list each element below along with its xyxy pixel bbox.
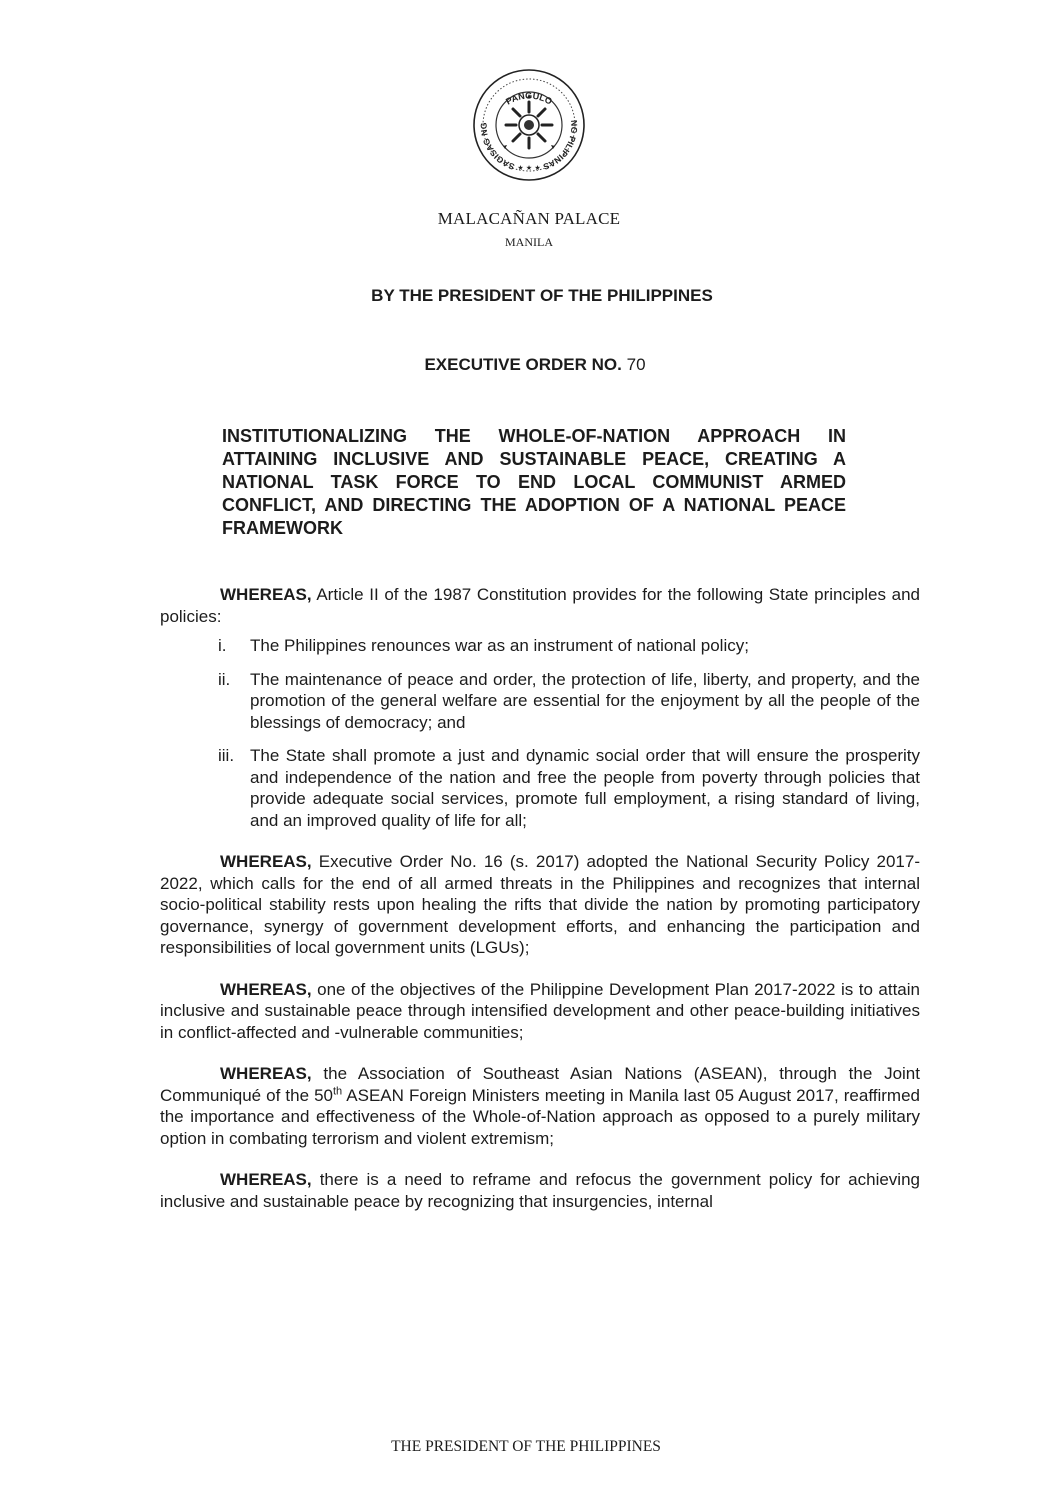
whereas-keyword: WHEREAS, (220, 979, 312, 999)
list-item (160, 745, 920, 831)
list-item-text: The Philippines renounces war as an instrument of national policy; (250, 636, 749, 655)
list-item (160, 669, 920, 734)
palace-name: MALACAÑAN PALACE (437, 209, 621, 228)
whereas-paragraph-5 (160, 1169, 920, 1212)
page-footer: THE PRESIDENT OF THE PHILIPPINES (391, 1438, 661, 1455)
paragraph-text: there is a need to reframe and refocus the government policy for achieving inclusive and sustainable peace by recognizing that insurgencies, internal (160, 1170, 920, 1211)
list-item-number: ii. (218, 669, 231, 689)
list-item-text: The State shall promote a just and dynamic social order that will ensure the prosperity and independence of the nation and free the people from poverty through policies that provide adequate social services, promote full employment, a rising standard of living, and an improved quality of life for all; (250, 746, 920, 830)
svg-text:PANGULO: PANGULO (504, 90, 554, 107)
paragraph-text: one of the objectives of the Philippine Development Plan 2017-2022 is to attain inclusive and sustainable peace through intensified development and other peace-building initiatives in conflict-affected and -vulnerable communities; (160, 979, 920, 1042)
whereas-keyword: WHEREAS, (220, 1064, 312, 1083)
list-item-text: The maintenance of peace and order, the protection of life, liberty, and property, and the promotion of the general welfare are essential for the enjoyment by all the people of the blessings of democracy; and (250, 669, 920, 732)
paragraph-text: the Association of Southeast Asian Nations (ASEAN), through the Joint Communiqué of the 50 (160, 1064, 920, 1105)
paragraph-text-continued: ASEAN Foreign Ministers meeting in Manila last 05 August 2017, reaffirmed the importance and effectiveness of the Whole-of-Nation approach as opposed to a purely military option in combating terrorism and violent extremism; (160, 1085, 920, 1148)
whereas-keyword: WHEREAS, (220, 585, 312, 604)
list-item (160, 635, 920, 657)
whereas-paragraph-2 (160, 851, 920, 959)
whereas-keyword: WHEREAS, (220, 1170, 312, 1189)
constitution-principles-list (160, 635, 920, 831)
presidential-seal (470, 66, 588, 184)
whereas-paragraph-4 (160, 1063, 920, 1149)
svg-text:★ ★ ★: ★ ★ ★ (517, 164, 541, 172)
whereas-keyword: WHEREAS, (220, 852, 312, 871)
by-the-president-heading: BY THE PRESIDENT OF THE PHILIPPINES (371, 286, 713, 305)
paragraph-text: Executive Order No. 16 (s. 2017) adopted the National Security Policy 2017-2022, which calls for the end of all armed threats in the Philippines and recognizes that internal socio-political stability rests upon healing the rifts that divide the nation by promoting participatory governance, synergy of government development efforts, and enhancing the participation and responsibilities of local government units (LGUs); (160, 852, 920, 957)
executive-order-number: 70 (626, 355, 646, 374)
svg-text:SAGISAG NG: SAGISAG NG (478, 122, 516, 172)
executive-order-heading (0, 355, 1058, 375)
list-item-number: i. (218, 636, 227, 655)
ordinal-suffix: th (332, 1084, 343, 1097)
whereas-paragraph-3 (160, 979, 920, 1044)
city-name: MANILA (505, 235, 553, 249)
executive-order-title: INSTITUTIONALIZING THE WHOLE-OF-NATION APPROACH IN ATTAINING INCLUSIVE AND SUSTAINABLE PEACE, CREATING A NATIONAL TASK FORCE TO END LOCAL COMMUNIST ARMED CONFLICT, AND DIRECTING THE ADOPTION OF A NATIONAL PEACE FRAMEWORK (222, 426, 846, 538)
executive-order-label: EXECUTIVE ORDER NO. (424, 355, 622, 374)
list-item-number: iii. (218, 746, 235, 765)
paragraph-text: Article II of the 1987 Constitution provides for the following State principles and policies: (160, 585, 920, 626)
whereas-paragraph-1 (160, 584, 920, 627)
document-body (160, 584, 920, 1232)
svg-text:NG PILIPINAS: NG PILIPINAS (541, 119, 580, 172)
